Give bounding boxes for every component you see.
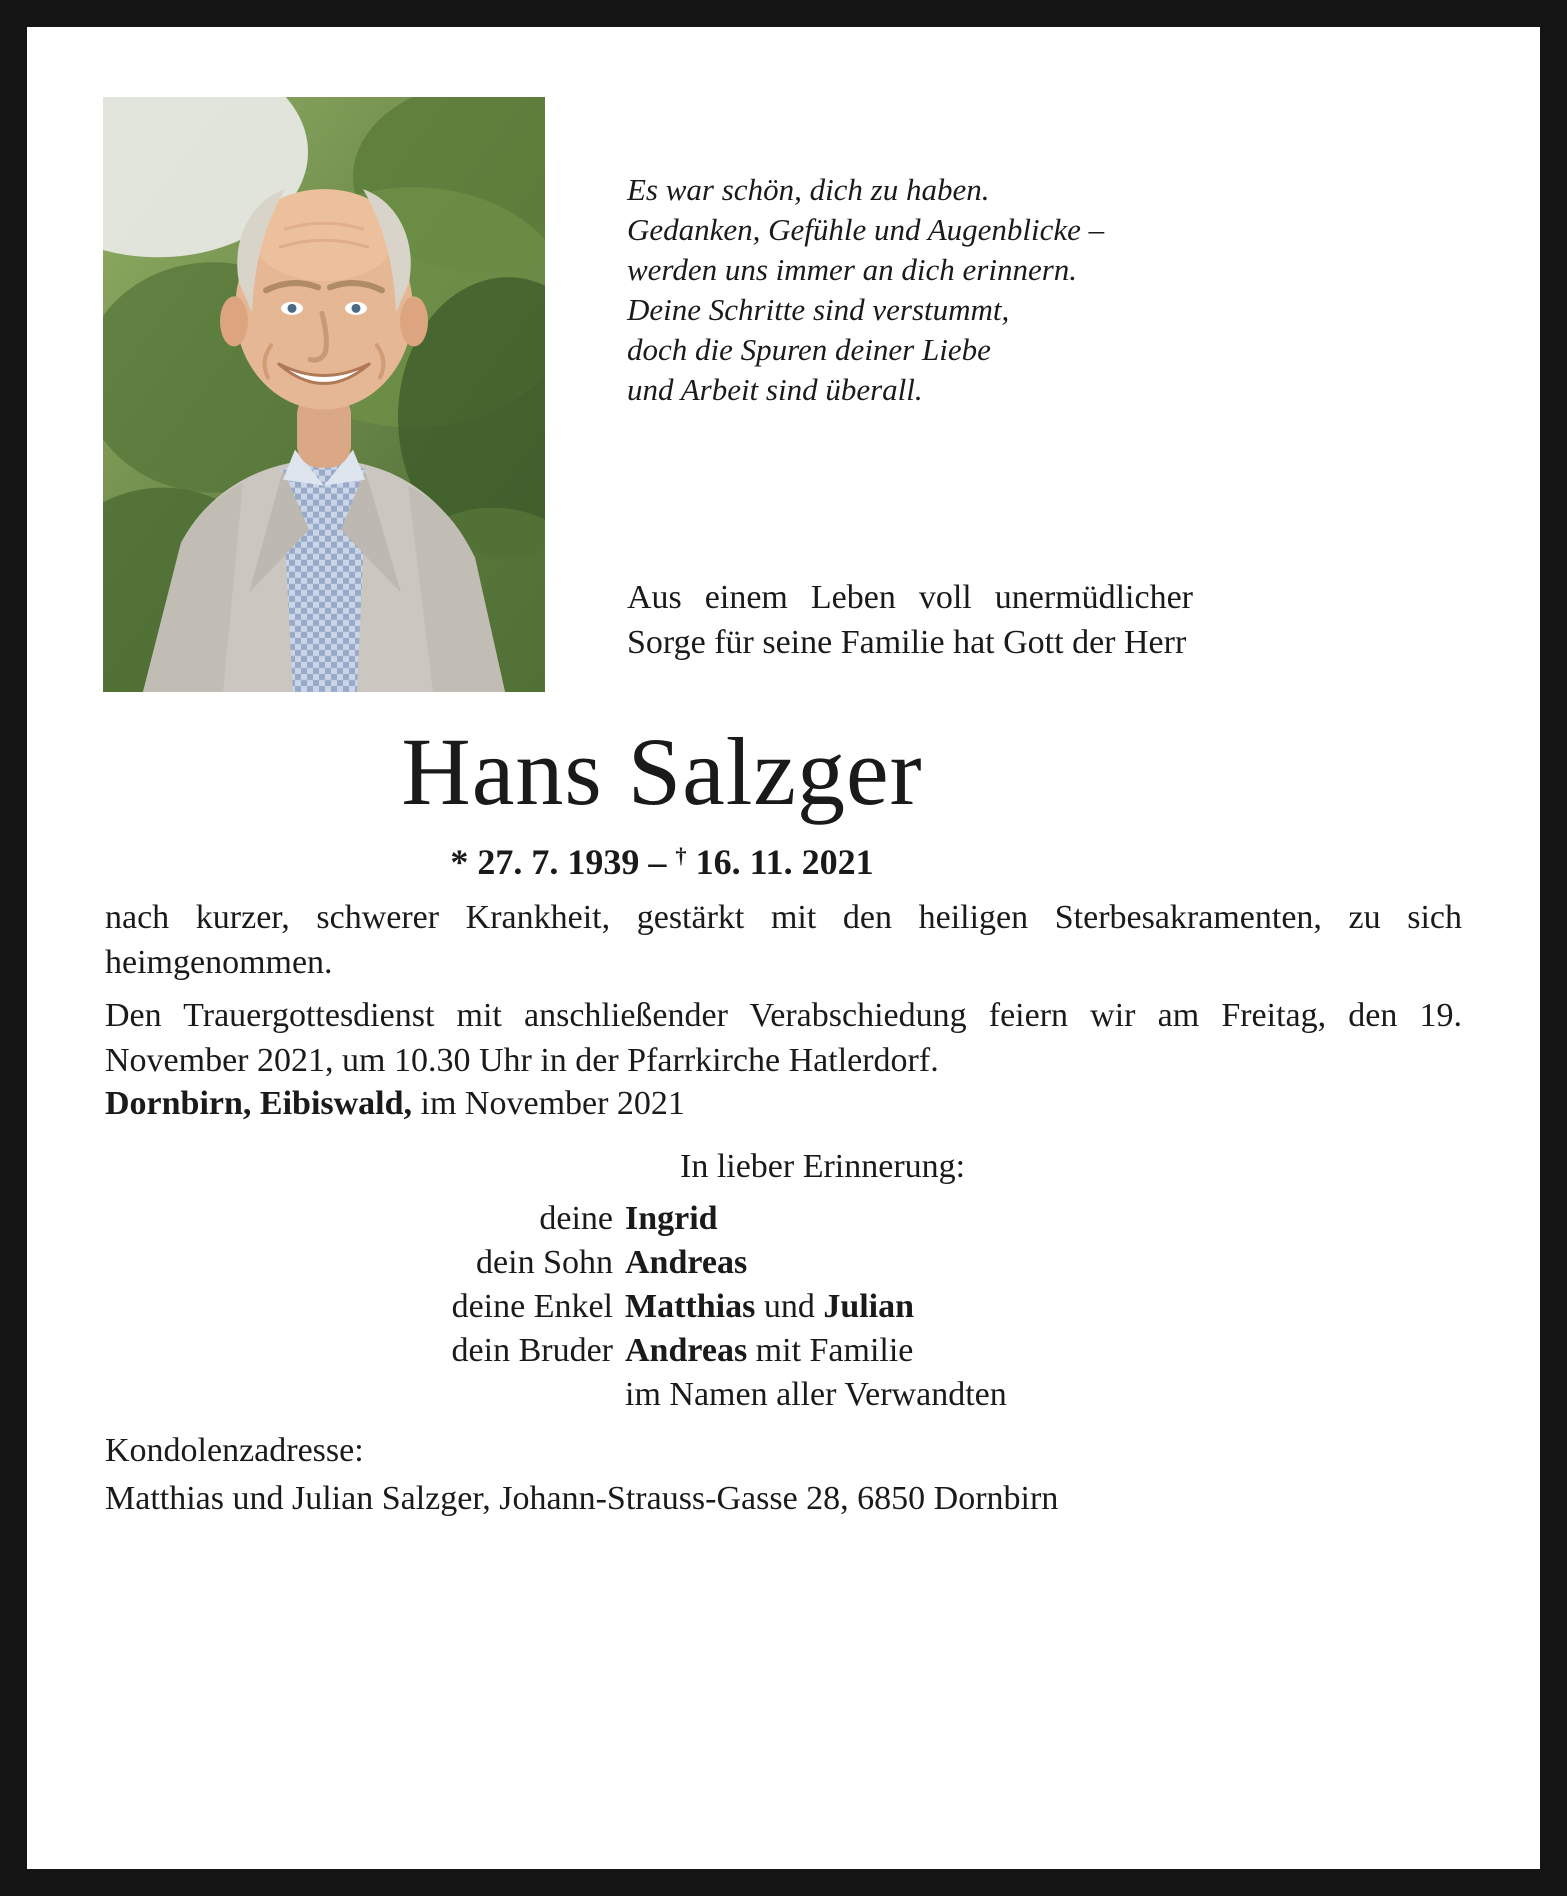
relation-names: im Namen aller Verwandten	[625, 1376, 1007, 1413]
birth-date: * 27. 7. 1939 –	[450, 841, 667, 882]
body-paragraph-1: nach kurzer, schwerer Krankheit, gestärkt mit den heiligen Sterbesakramenten, zu sich heimgenommen.	[105, 899, 1462, 981]
poem-line: doch die Spuren deiner Liebe	[627, 332, 991, 367]
dagger-icon: †	[675, 842, 687, 868]
remembrance-entry	[105, 1241, 1255, 1285]
condolence-address: Matthias und Julian Salzger, Johann-Strauss-Gasse 28, 6850 Dornbirn	[105, 1480, 1059, 1517]
relation-names: Andreas mit Familie	[625, 1332, 914, 1369]
body-paragraph-2: Den Trauergottesdienst mit anschließender Verabschiedung feiern wir am Freitag, den 19. November 2021, um 10.30 Uhr in der Pfarrkirche Hatlerdorf.	[105, 997, 1462, 1079]
intro-paragraph: Aus einem Leben voll unermüdlicher Sorge für seine Familie hat Gott der Herr	[627, 579, 1193, 661]
poem-line: Es war schön, dich zu haben.	[627, 172, 990, 207]
remembrance-entry	[105, 1373, 1255, 1417]
remembrance-entry	[105, 1285, 1255, 1329]
deceased-name: Hans Salzger	[401, 718, 923, 825]
relation-label	[105, 1373, 625, 1417]
remembrance-entry	[105, 1329, 1255, 1373]
remembrance-entry	[105, 1197, 1255, 1241]
relation-names: Matthias und Julian	[625, 1288, 915, 1325]
poem	[627, 170, 1104, 410]
poem-line: Deine Schritte sind verstummt,	[627, 292, 1010, 327]
deceased-block	[27, 718, 1297, 883]
poem-line: Gedanken, Gefühle und Augenblicke –	[627, 212, 1105, 247]
poem-line: und Arbeit sind überall.	[627, 372, 923, 407]
life-dates	[27, 841, 1297, 883]
relation-names: Andreas	[625, 1244, 748, 1281]
portrait-illustration	[103, 97, 545, 692]
relation-label: dein Sohn	[476, 1244, 613, 1281]
condolence-section	[105, 1427, 1058, 1523]
condolence-heading: Kondolenzadresse:	[105, 1432, 364, 1469]
remembrance-heading: In lieber Erinnerung:	[680, 1148, 966, 1185]
death-date: 16. 11. 2021	[695, 841, 874, 882]
poem-line: werden uns immer an dich erinnern.	[627, 252, 1078, 287]
portrait-photo	[103, 97, 545, 692]
place-date-line	[105, 1085, 685, 1123]
date-text: im November 2021	[420, 1085, 685, 1122]
relation-label: deine	[539, 1200, 613, 1237]
relation-label: dein Bruder	[451, 1332, 613, 1369]
place-names: Dornbirn, Eibiswald,	[105, 1085, 413, 1122]
relation-names: Ingrid	[625, 1200, 718, 1237]
remembrance-section	[105, 1145, 1255, 1417]
relation-label: deine Enkel	[451, 1288, 613, 1325]
